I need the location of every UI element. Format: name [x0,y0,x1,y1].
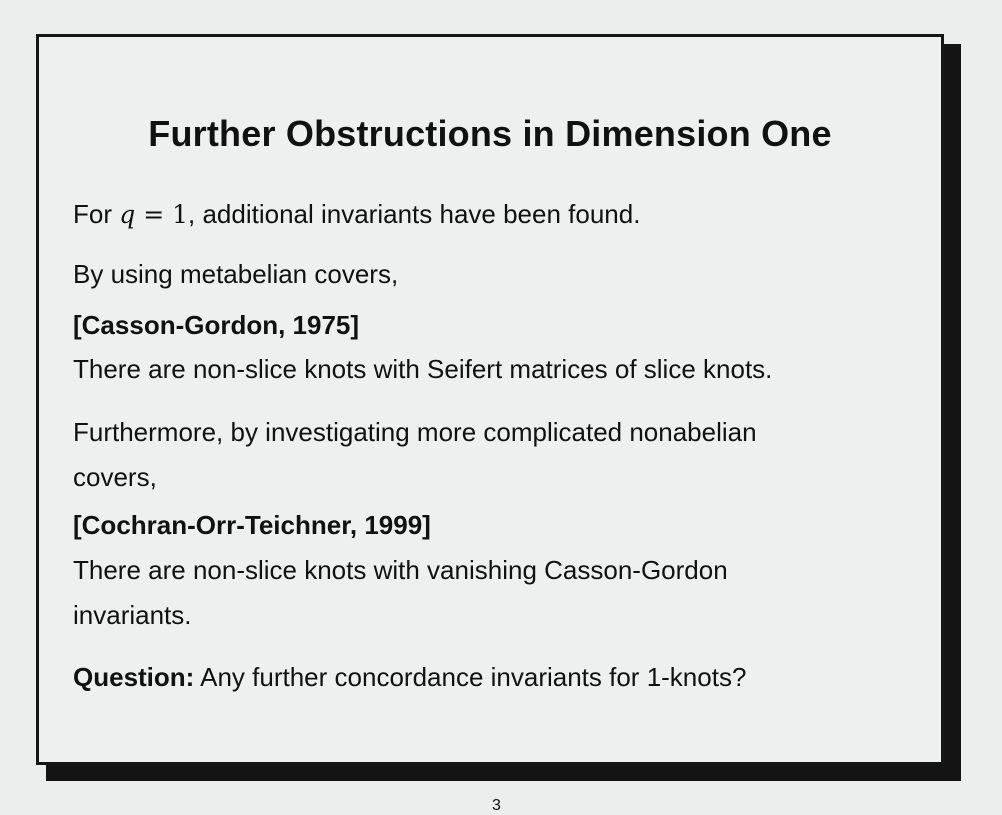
intro-suffix: , additional invariants have been found. [188,199,641,229]
math-expression [119,200,188,229]
question-text: Any further concordance invariants for 1-knots? [194,662,747,692]
p2-line4: There are non-slice knots with vanishing Casson-Gordon [73,555,728,585]
p2-line1: Furthermore, by investigating more complicated nonabelian [73,417,757,447]
math-equals: = 1 [135,200,188,229]
slide-frame [36,34,944,765]
p2-citation: [Cochran-Orr-Teichner, 1999] [73,510,431,540]
math-variable: q [119,200,136,229]
p1-citation: [Casson-Gordon, 1975] [73,310,360,340]
slide-title: Further Obstructions in Dimension One [148,113,832,154]
p2-line2: covers, [73,462,157,492]
p1-line3: There are non-slice knots with Seifert matrices of slice knots. [73,354,773,384]
question-label: Question: [73,662,195,692]
p2-line5: invariants. [73,600,192,630]
p1-line1: By using metabelian covers, [73,259,399,289]
intro-line [73,201,640,227]
intro-prefix: For [73,199,112,229]
page-number: 3 [492,797,501,814]
question-line [73,664,746,690]
